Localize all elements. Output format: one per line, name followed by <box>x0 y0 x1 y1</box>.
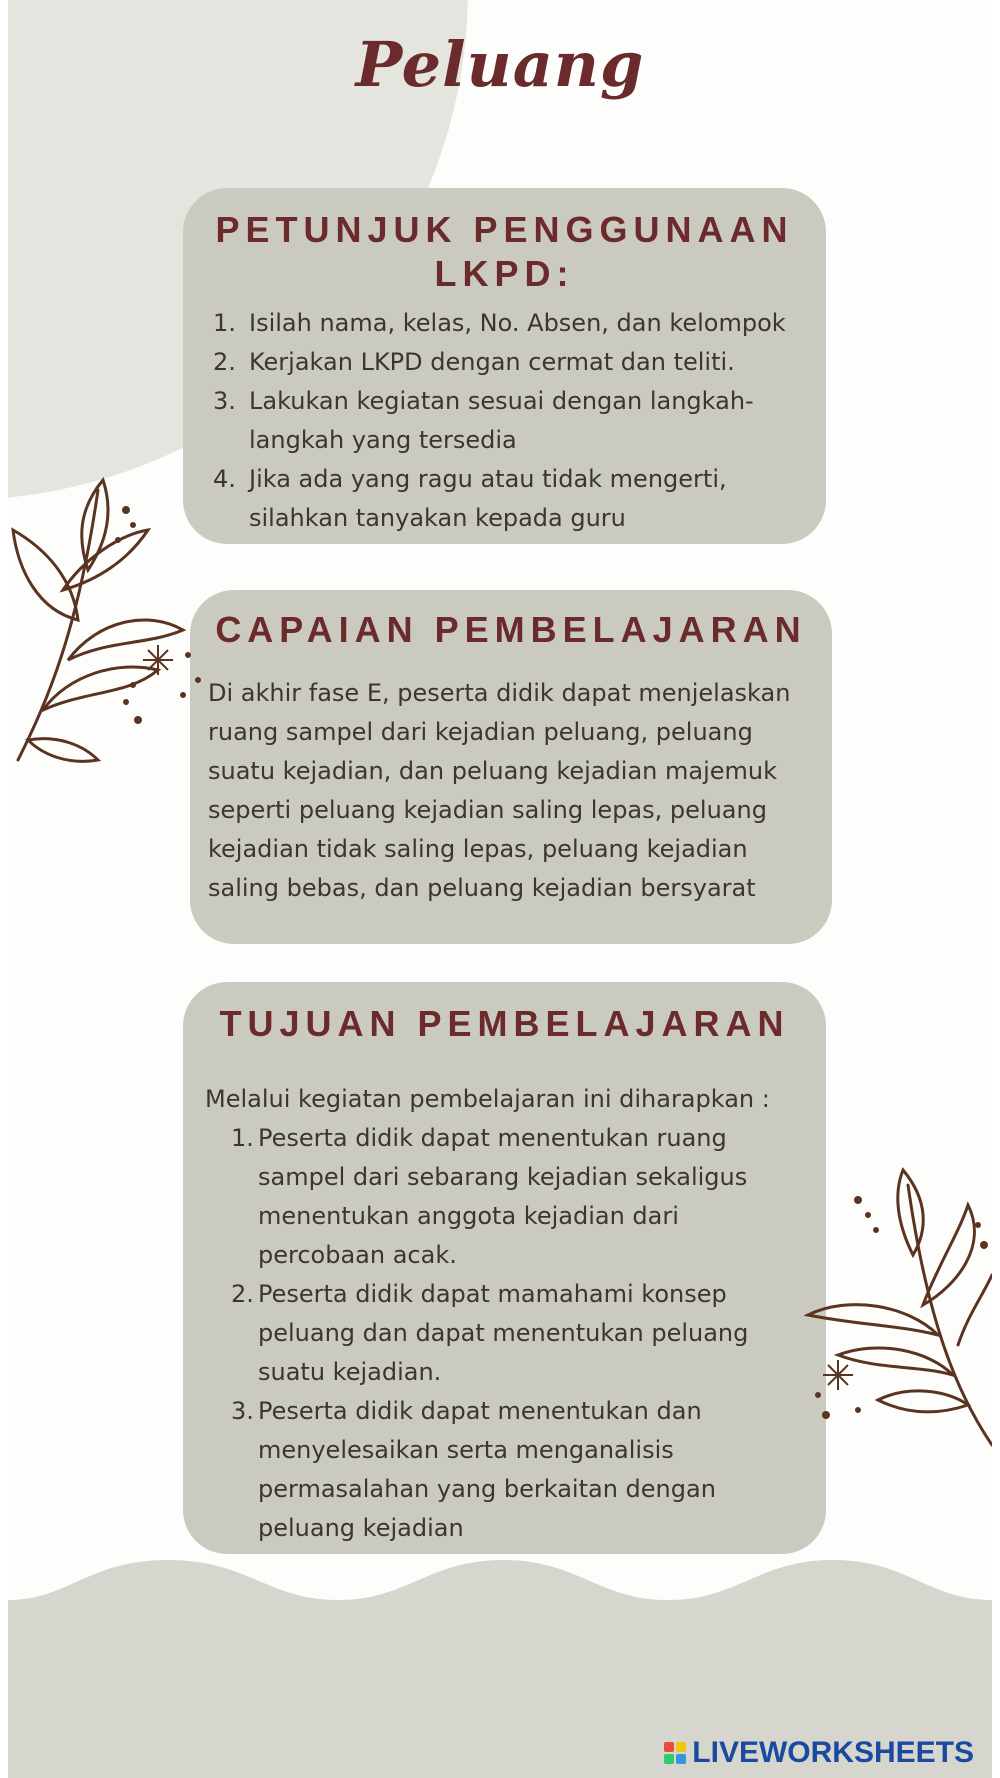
list-item <box>213 343 816 382</box>
item-text: Peserta didik dapat menentukan ruang sampel dari sebarang kejadian sekaligus menentukan anggota kejadian dari percobaan acak. <box>258 1124 748 1269</box>
item-text: Peserta didik dapat menentukan dan menyelesaikan serta menganalisis permasalahan yang berkaitan dengan peluang kejadian <box>258 1397 716 1542</box>
list-item <box>213 382 816 460</box>
tujuan-heading: TUJUAN PEMBELAJARAN <box>219 1003 790 1044</box>
item-number: 2. <box>231 1280 254 1308</box>
item-number: 4. <box>213 465 236 493</box>
petunjuk-list <box>213 304 816 538</box>
item-number: 3. <box>231 1397 254 1425</box>
capaian-text: Di akhir fase E, peserta didik dapat menjelaskan ruang sampel dari kejadian peluang, peluang suatu kejadian, dan peluang kejadian majemuk seperti peluang kejadian saling lepas, peluang kejadian tidak saling lepas, peluang kejadian saling bebas, dan peluang kejadian bersyarat <box>208 679 791 902</box>
item-number: 1. <box>231 1124 254 1152</box>
item-text: Jika ada yang ragu atau tidak mengerti, silahkan tanyakan kepada guru <box>249 465 727 532</box>
page-title: Peluang <box>355 28 645 101</box>
list-item <box>213 460 816 538</box>
tujuan-card <box>183 982 826 1554</box>
list-item <box>231 1275 786 1392</box>
item-text: Lakukan kegiatan sesuai dengan langkah-langkah yang tersedia <box>249 387 754 454</box>
list-item <box>213 304 816 343</box>
watermark-text: LIVEWORKSHEETS <box>692 1736 974 1769</box>
leaf-branch-icon <box>8 470 208 770</box>
sparkle-icon <box>116 507 200 723</box>
liveworksheets-logo-icon <box>664 1742 686 1764</box>
petunjuk-card <box>183 188 826 544</box>
list-item <box>231 1119 786 1275</box>
leaf-branch-icon <box>798 1165 992 1455</box>
list-item <box>231 1392 786 1548</box>
item-number: 1. <box>213 309 236 337</box>
tujuan-intro: Melalui kegiatan pembelajaran ini diharapkan : <box>205 1085 770 1113</box>
item-number: 2. <box>213 348 236 376</box>
item-text: Peserta didik dapat mamahami konsep peluang dan dapat menentukan peluang suatu kejadian. <box>258 1280 749 1386</box>
tujuan-list <box>231 1119 786 1548</box>
capaian-heading: CAPAIAN PEMBELAJARAN <box>215 609 807 650</box>
liveworksheets-watermark <box>664 1736 974 1770</box>
capaian-card <box>190 590 832 944</box>
item-text: Isilah nama, kelas, No. Absen, dan kelompok <box>249 309 786 337</box>
worksheet-page <box>8 0 992 1778</box>
item-text: Kerjakan LKPD dengan cermat dan teliti. <box>249 348 735 376</box>
item-number: 3. <box>213 387 236 415</box>
petunjuk-heading: PETUNJUK PENGGUNAAN LKPD: <box>215 209 794 294</box>
